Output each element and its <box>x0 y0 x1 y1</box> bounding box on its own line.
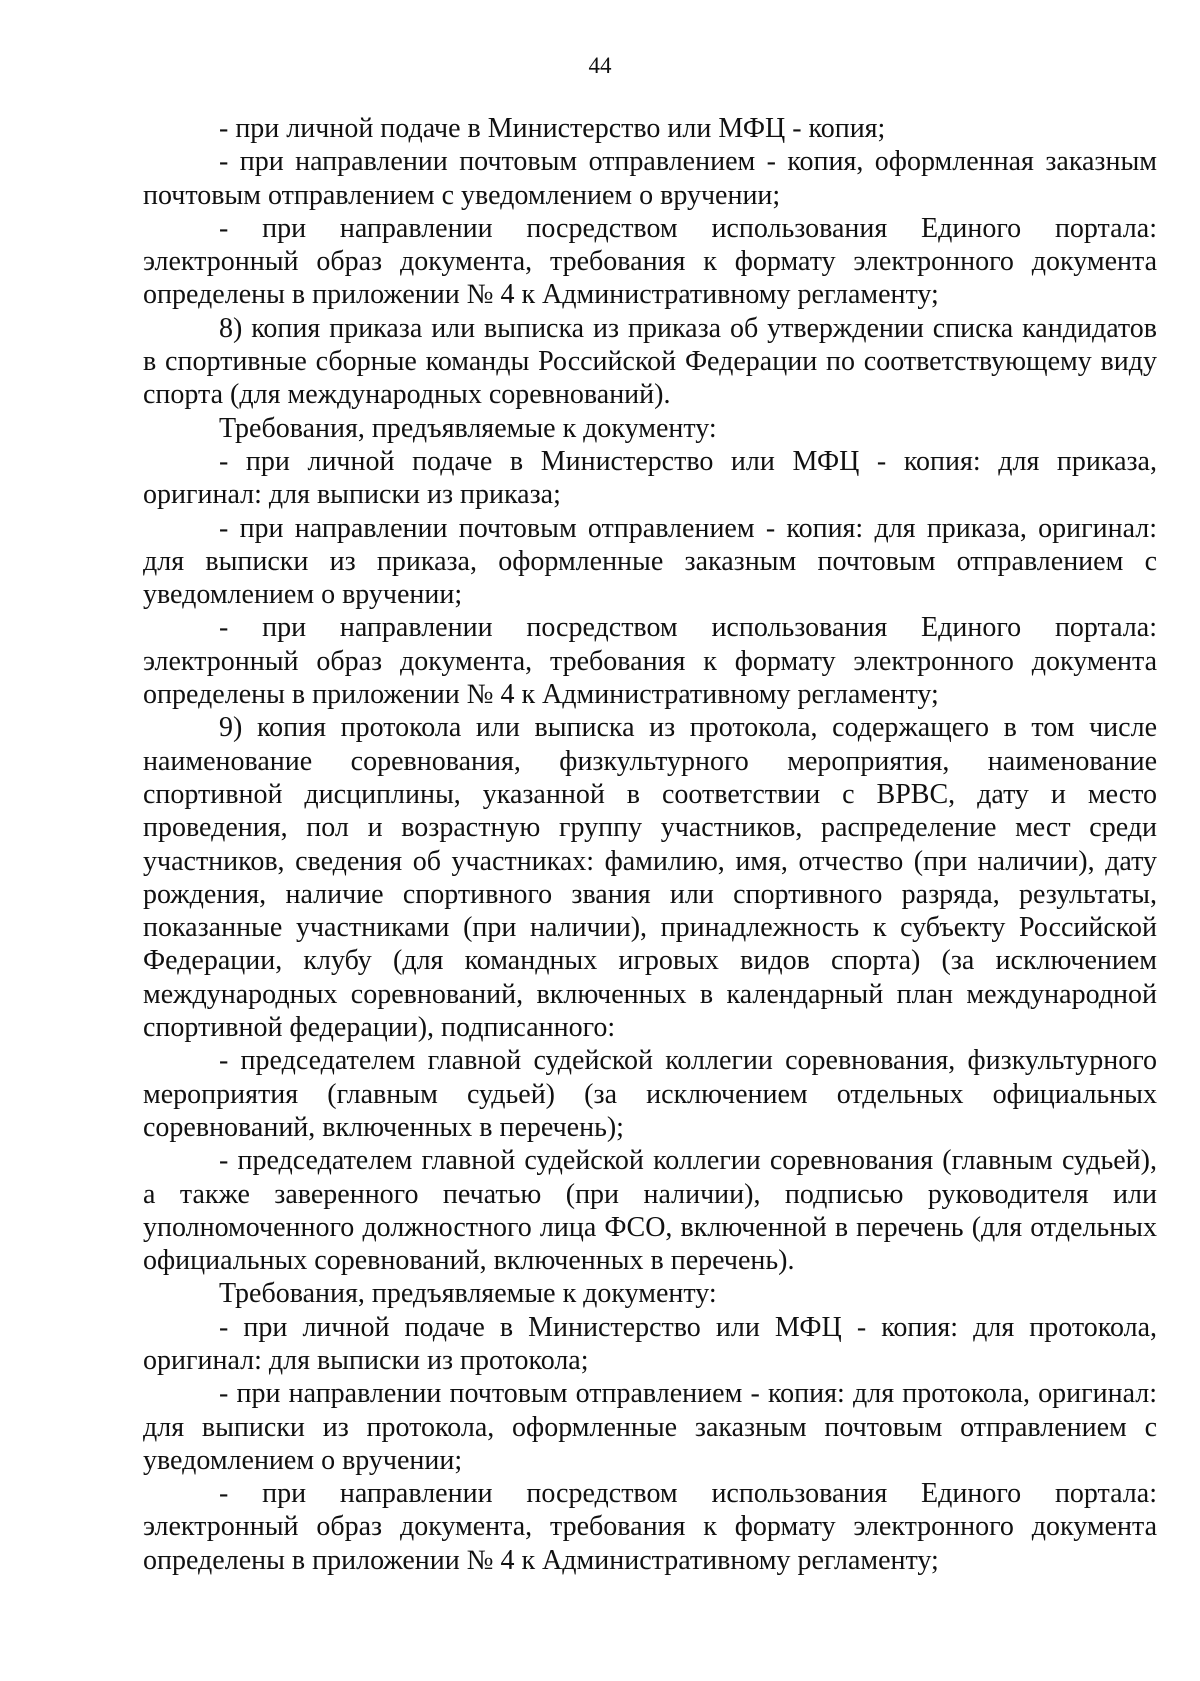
paragraph-postal-submission-protocol: - при направлении почтовым отправлением - копия: для протокола, оригинал: для выписки из протокола, оформленные заказным почтовым отправлением с уведомлением о вручении; <box>143 1378 1157 1476</box>
paragraph-postal-submission-copy: - при направлении почтовым отправлением - копия, оформленная заказным почтовым отправлением с уведомлением о вручении; <box>143 146 1157 211</box>
paragraph-requirements-heading-2: Требования, предъявляемые к документу: <box>219 1278 717 1310</box>
paragraph-requirements-heading: Требования, предъявляемые к документу: <box>219 412 717 444</box>
paragraph-item-9: 9) копия протокола или выписка из протокола, содержащего в том числе наименование соревнования, физкультурного мероприятия, наименование спортивной дисциплины, указанной в соответствии с ВРВС, дату и место проведения, пол и возрастную группу участников, распределение мест среди участников, сведения об участниках: фамилию, имя, отчество (при наличии), дату рождения, наличие спортивного звания или спортивного разряда, результаты, показанные участниками (при наличии), принадлежность к субъекту Российской Федерации, клубу (для командных игровых видов спорта) (за исключением международных соревнований, включенных в календарный план международной спортивной федерации), подписанного: <box>143 712 1157 1044</box>
paragraph-portal-submission-order: - при направлении посредством использования Единого портала: электронный образ документа, требования к формату электронного документа определены в приложении № 4 к Административному регламенту; <box>143 612 1157 711</box>
paragraph-signatory-chair-fso: - председателем главной судейской коллегии соревнования (главным судьей), а также заверенного печатью (при наличии), подписью руководителя или уполномоченного должностного лица ФСО, включенной в перечень (для отдельных официальных соревнований, включенных в перечень). <box>143 1145 1157 1277</box>
paragraph-personal-submission-order: - при личной подаче в Министерство или МФЦ - копия: для приказа, оригинал: для выписки из приказа; <box>143 445 1157 511</box>
paragraph-signatory-chair: - председателем главной судейской коллегии соревнования, физкультурного мероприятия (главным судьей) (за исключением отдельных официальных соревнований, включенных в перечень); <box>143 1045 1157 1143</box>
paragraph-portal-submission: - при направлении посредством использования Единого портала: электронный образ документа, требования к формату электронного документа определены в приложении № 4 к Административному регламенту; <box>143 212 1157 311</box>
document-body <box>143 112 1157 1577</box>
page-number: 44 <box>588 53 612 78</box>
paragraph-personal-submission-copy: - при личной подаче в Министерство или МФЦ - копия; <box>219 113 886 144</box>
paragraph-item-8: 8) копия приказа или выписка из приказа об утверждении списка кандидатов в спортивные сборные команды Российской Федерации по соответствующему виду спорта (для международных соревнований). <box>143 312 1157 411</box>
paragraph-personal-submission-protocol: - при личной подаче в Министерство или МФЦ - копия: для протокола, оригинал: для выписки из протокола; <box>143 1311 1157 1376</box>
paragraph-portal-submission-protocol: - при направлении посредством использования Единого портала: электронный образ документа, требования к формату электронного документа определены в приложении № 4 к Административному регламенту; <box>143 1478 1157 1576</box>
paragraph-postal-submission-order: - при направлении почтовым отправлением - копия: для приказа, оригинал: для выписки из приказа, оформленные заказным почтовым отправлением с уведомлением о вручении; <box>143 512 1157 611</box>
